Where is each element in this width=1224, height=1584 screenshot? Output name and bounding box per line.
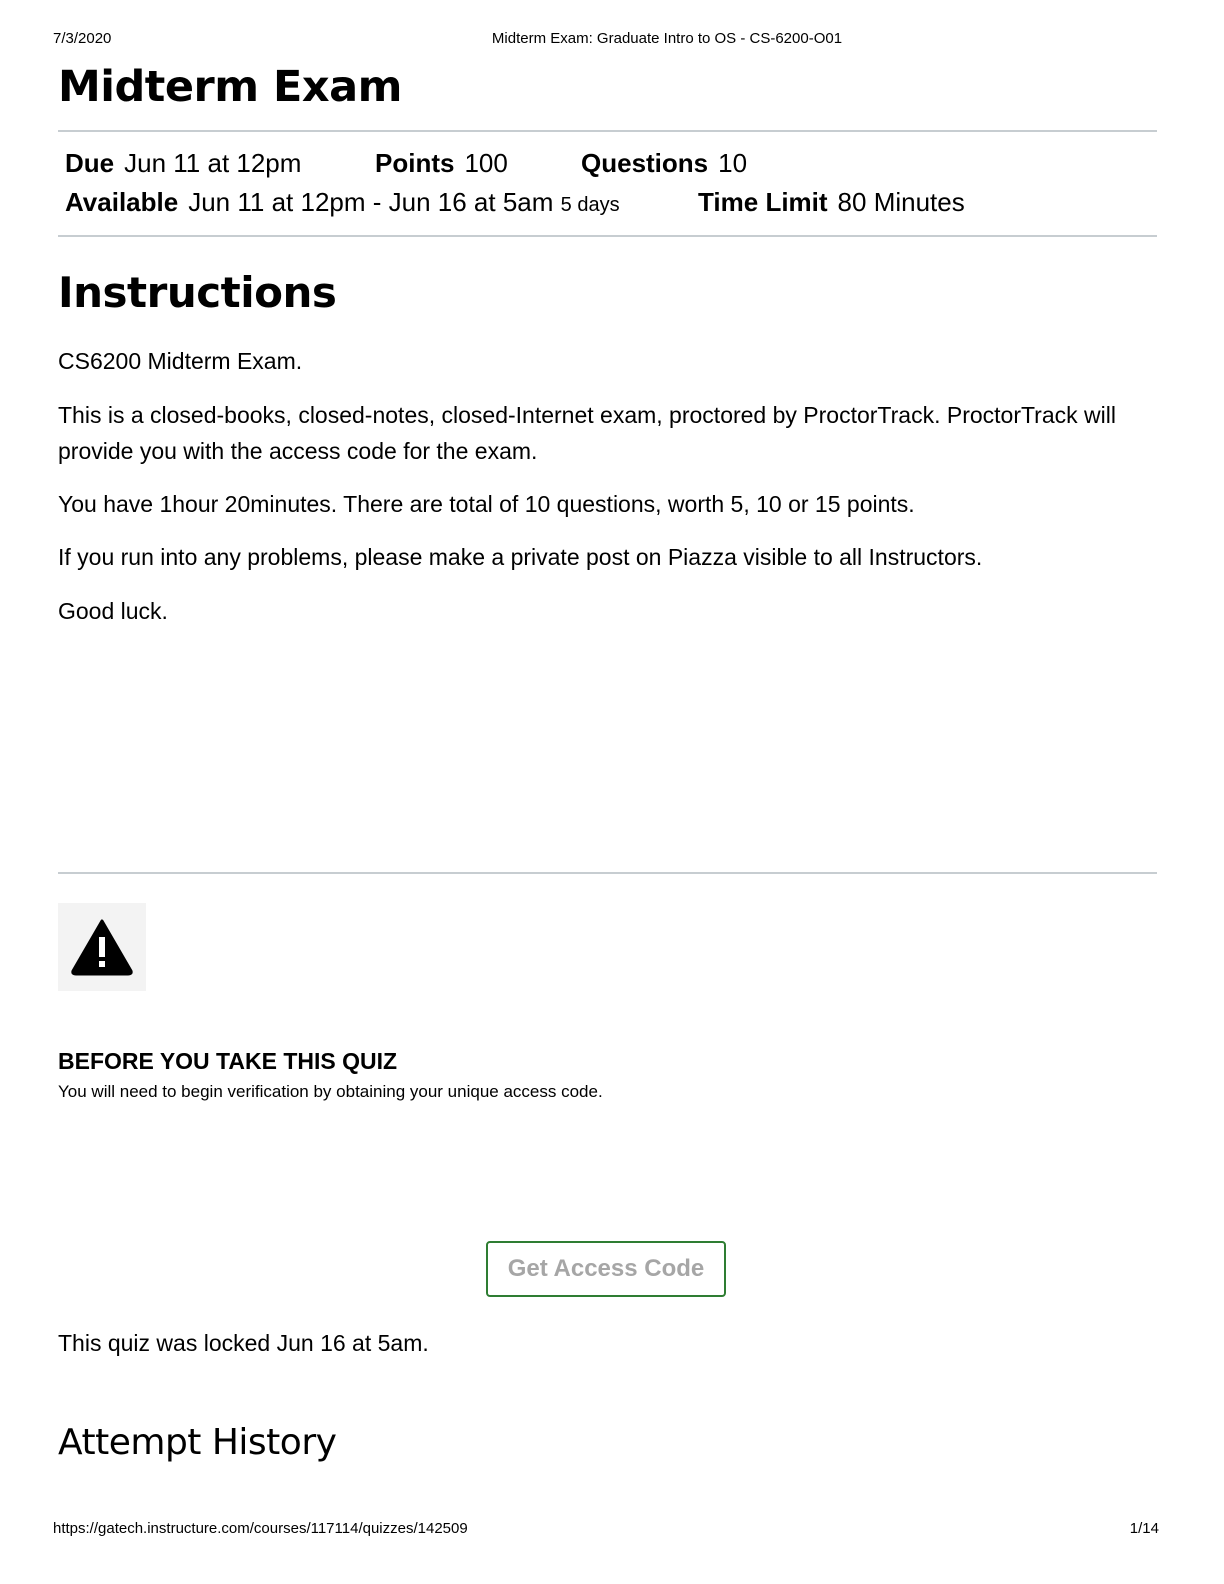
proctor-subtext: You will need to begin verification by obtaining your unique access code.: [58, 1082, 603, 1101]
quiz-locked-note: This quiz was locked Jun 16 at 5am.: [58, 1330, 429, 1356]
due-label: Due: [65, 148, 115, 178]
instructions-paragraph: CS6200 Midterm Exam.: [58, 348, 303, 374]
time-limit-meta: [698, 187, 965, 218]
points-meta: [375, 148, 508, 179]
print-date: 7/3/2020: [53, 30, 112, 47]
questions-label: Questions: [581, 148, 709, 178]
print-page-number: 1/14: [1129, 1520, 1159, 1537]
points-value: 100: [464, 148, 508, 178]
get-access-code-button[interactable]: Get Access Code: [486, 1241, 726, 1297]
instructions-paragraph: If you run into any problems, please make a private post on Piazza visible to all Instructors.: [58, 544, 983, 570]
time-limit-value: 80 Minutes: [837, 187, 965, 217]
proctor-heading: BEFORE YOU TAKE THIS QUIZ: [58, 1048, 398, 1074]
available-duration: 5 days: [560, 194, 620, 216]
questions-value: 10: [718, 148, 748, 178]
available-meta: [65, 187, 620, 218]
divider: [58, 130, 1157, 132]
instructions-heading: Instructions: [58, 268, 337, 317]
due-meta: [65, 148, 301, 179]
warning-icon: [58, 903, 146, 991]
due-value: Jun 11 at 12pm: [124, 148, 302, 178]
divider: [58, 872, 1157, 874]
divider: [58, 235, 1157, 237]
instructions-paragraph: This is a closed-books, closed-notes, closed-Internet exam, proctored by ProctorTrack. ProctorTrack will provide you with the access code for the exam.: [58, 402, 1116, 464]
instructions-paragraph: You have 1hour 20minutes. There are total of 10 questions, worth 5, 10 or 15 points.: [58, 491, 915, 517]
instructions-paragraph: Good luck.: [58, 598, 168, 624]
points-label: Points: [375, 148, 455, 178]
available-label: Available: [65, 187, 179, 217]
print-page-title: Midterm Exam: Graduate Intro to OS - CS-6200-O01: [491, 30, 843, 47]
page-title: Midterm Exam: [58, 62, 402, 112]
print-header: [0, 30, 1224, 50]
print-footer: [0, 1520, 1224, 1540]
questions-meta: [581, 148, 747, 179]
print-url: https://gatech.instructure.com/courses/117114/quizzes/142509: [53, 1520, 468, 1537]
attempt-history-heading: Attempt History: [58, 1422, 337, 1463]
available-value: Jun 11 at 12pm - Jun 16 at 5am: [188, 187, 554, 217]
time-limit-label: Time Limit: [698, 187, 828, 217]
